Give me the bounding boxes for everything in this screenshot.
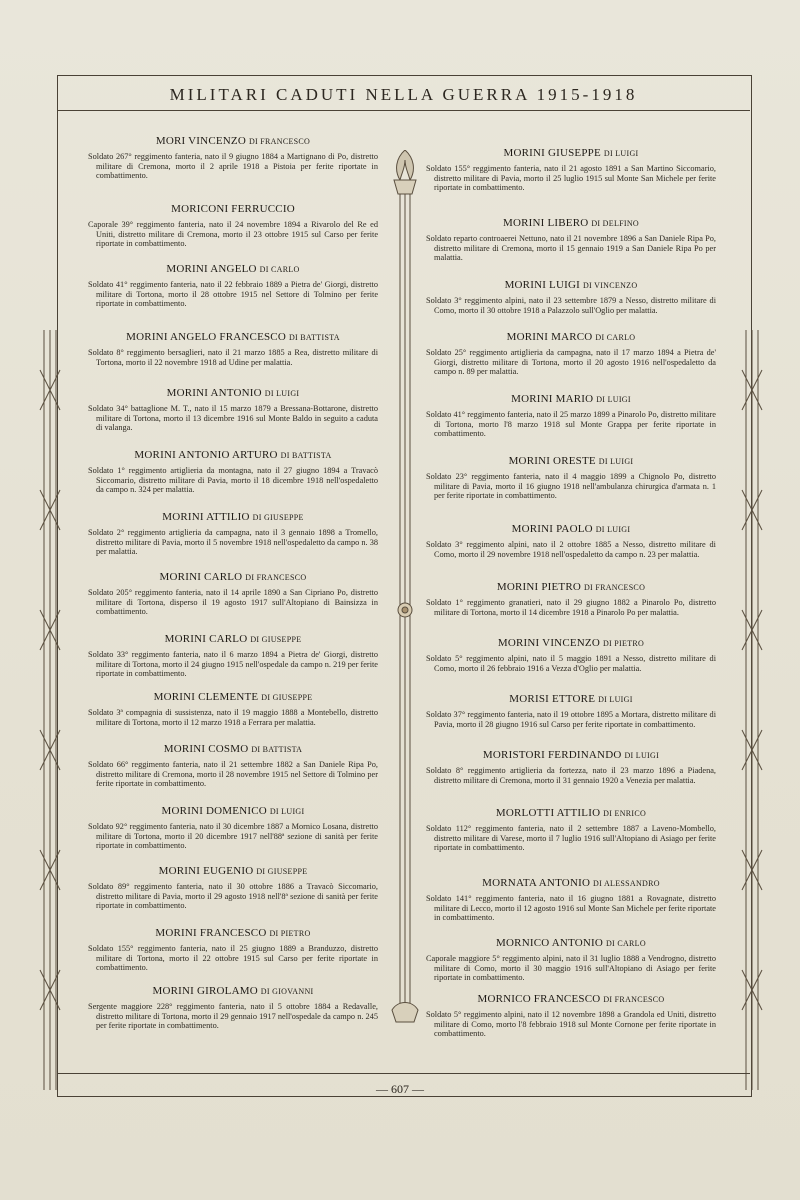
casualty-father: DI VINCENZO [582, 281, 638, 290]
casualty-description: Soldato 41° reggimento fanteria, nato il 25 marzo 1899 a Pinarolo Po, distretto militare di Tortona, morto l'8 marzo 1918 sul Monte Grappa per ferite riportate in combattimento. [426, 410, 716, 439]
casualty-father: DI GIOVANNI [260, 987, 314, 996]
casualty-name [426, 637, 716, 649]
casualty-name [426, 279, 716, 291]
casualty-name [88, 263, 378, 275]
casualty-father: DI CARLO [595, 333, 636, 342]
casualty-surname-name: MORISTORI FERDINANDO [482, 749, 622, 761]
casualty-surname-name: MORINI GIUSEPPE [503, 147, 601, 159]
casualty-name [426, 147, 716, 159]
casualty-description: Caporale 39° reggimento fanteria, nato il 24 novembre 1894 a Rivarolo del Re ed Uniti, distretto militare di Cremona, morto il 23 ottobre 1915 sul Carso per ferite riportate in combattimento. [88, 220, 378, 249]
casualty-entry [426, 993, 716, 1039]
right-fasces-ornament [738, 330, 766, 1090]
casualty-name [426, 455, 716, 467]
casualty-name [426, 937, 716, 949]
casualty-description: Soldato 37° reggimento fanteria, nato il 19 ottobre 1895 a Mortara, distretto militare di Pavia, morto il 28 giugno 1916 sul Carso per ferite riportate in combattimento. [426, 710, 716, 729]
casualty-father: DI LUIGI [624, 751, 660, 760]
casualty-father: DI FRANCESCO [583, 583, 646, 592]
header-bar [57, 75, 750, 111]
casualty-entry [88, 743, 378, 789]
casualty-father: DI LUIGI [269, 807, 305, 816]
casualty-father: DI BATTISTA [251, 745, 303, 754]
casualty-surname-name: MORINI ANTONIO [166, 387, 262, 399]
casualty-name [88, 865, 378, 877]
casualty-surname-name: MORINI GIROLAMO [152, 985, 258, 997]
torch-column-ornament [388, 150, 422, 1030]
casualty-entry [426, 331, 716, 377]
casualty-father: DI CARLO [605, 939, 646, 948]
casualty-father: DI LUIGI [596, 395, 631, 404]
casualty-name [88, 511, 378, 523]
casualty-surname-name: MORINI ANGELO [166, 263, 257, 275]
casualty-entry [88, 805, 378, 851]
casualty-entry [88, 331, 378, 367]
casualty-entry [426, 807, 716, 853]
casualty-entry [88, 865, 378, 911]
casualty-description: Soldato 34° battaglione M. T., nato il 15 marzo 1879 a Bressana-Bottarone, distretto militare di Tortona, morto il 13 dicembre 1916 sul Monte Baldo in seguito a caduta di valanga. [88, 404, 378, 433]
casualty-surname-name: MORNICO ANTONIO [496, 937, 604, 949]
casualty-description: Soldato 2° reggimento artiglieria da campagna, nato il 3 gennaio 1898 a Tromello, distretto militare di Pavia, morto il 5 novembre 1918 nell'ospedaletto da campo n. 38 per malattia. [88, 528, 378, 557]
casualty-description: Soldato 3ª compagnia di sussistenza, nato il 19 maggio 1888 a Montebello, distretto militare di Tortona, morto il 12 marzo 1918 a Ferrara per malattia. [88, 708, 378, 727]
casualty-name [88, 203, 378, 215]
casualty-surname-name: MORINI LIBERO [502, 217, 589, 229]
casualty-description: Soldato 1° reggimento artiglieria da montagna, nato il 27 giugno 1894 a Travacò Siccomario, distretto militare di Pavia, morto il 18 dicembre 1918 nell'ospedaletto da campo n. 324 per malattia. [88, 466, 378, 495]
casualty-name [88, 571, 378, 583]
casualty-description: Soldato 5° reggimento alpini, nato il 12 novembre 1898 a Grandola ed Uniti, distretto militare di Como, morto l'8 febbraio 1918 sul Monte Cornone per ferite riportate in combattimento. [426, 1010, 716, 1039]
casualty-name [88, 135, 378, 147]
casualty-surname-name: MORINI DOMENICO [161, 805, 267, 817]
casualty-father: DI LUIGI [603, 149, 639, 158]
casualty-surname-name: MORINI LUIGI [504, 279, 580, 291]
casualty-father: DI FRANCESCO [603, 995, 665, 1004]
casualty-father: DI PIETRO [602, 639, 645, 648]
casualty-surname-name: MORINI PAOLO [511, 523, 593, 535]
casualty-name [88, 743, 378, 755]
casualty-name [88, 387, 378, 399]
casualty-entry [426, 749, 716, 785]
casualty-father: DI FRANCESCO [245, 573, 307, 582]
casualty-name [88, 927, 378, 939]
casualty-entry [426, 455, 716, 501]
casualty-father: DI PIETRO [269, 929, 311, 938]
casualty-surname-name: MORINI PIETRO [496, 581, 582, 593]
casualty-surname-name: MORINI ANTONIO ARTURO [134, 449, 278, 461]
casualty-entry [426, 581, 716, 617]
casualty-entry [426, 279, 716, 315]
casualty-description: Soldato 155° reggimento fanteria, nato il 21 agosto 1891 a San Martino Siccomario, distretto militare di Pavia, morto il 25 luglio 1915 sul Monte San Michele per ferite riportate in combattimento. [426, 164, 716, 193]
casualty-description: Soldato 8° reggimento artiglieria da fortezza, nato il 23 marzo 1896 a Piadena, distretto militare di Cremona, morto il 31 gennaio 1920 a Venezia per malattia. [426, 766, 716, 785]
casualty-description: Soldato 23° reggimento fanteria, nato il 4 maggio 1899 a Chignolo Po, distretto militare di Pavia, morto il 16 giugno 1918 nell'ambulanza chirurgica d'armata n. 1 per ferite riportate in combattimento. [426, 472, 716, 501]
casualty-description: Soldato 5° reggimento alpini, nato il 5 maggio 1891 a Nesso, distretto militare di Como, morto il 26 febbraio 1916 a Vezza d'Oglio per malattia. [426, 654, 716, 673]
casualty-surname-name: MORINI CARLO [164, 633, 248, 645]
casualty-name [426, 807, 716, 819]
casualty-description: Soldato 89° reggimento fanteria, nato il 30 ottobre 1886 a Travacò Siccomario, distretto militare di Pavia, morto il 29 agosto 1918 nell'8ª sezione di sanità per ferite riportate in combattimento. [88, 882, 378, 911]
casualty-father: DI ALESSANDRO [593, 879, 660, 888]
casualty-surname-name: MORNATA ANTONIO [482, 877, 591, 889]
casualty-surname-name: MORNICO FRANCESCO [477, 993, 601, 1005]
casualty-surname-name: MORINI VINCENZO [497, 637, 600, 649]
casualty-name [426, 693, 716, 705]
footer-rule [57, 1073, 750, 1074]
casualty-entry [88, 691, 378, 727]
casualty-entry [88, 203, 378, 249]
casualty-name [426, 877, 716, 889]
casualty-name [426, 749, 716, 761]
casualty-description: Soldato 41° reggimento fanteria, nato il 22 febbraio 1889 a Pietra de' Giorgi, distretto militare di Tortona, morto il 28 ottobre 1915 nel Settore di Tolmino per ferite riportate in combattimento. [88, 280, 378, 309]
casualty-description: Soldato reparto controaerei Nettuno, nato il 21 novembre 1896 a San Daniele Ripa Po, distretto militare di Cremona, morto il 15 gennaio 1919 a San Daniele Ripa Po per malattia. [426, 234, 716, 263]
casualty-description: Soldato 3° reggimento alpini, nato il 23 settembre 1879 a Nesso, distretto militare di Como, morto il 30 ottobre 1918 a Palazzolo sull'Oglio per malattia. [426, 296, 716, 315]
casualty-surname-name: MORINI EUGENIO [158, 865, 254, 877]
left-fasces-ornament [36, 330, 64, 1090]
casualty-father: DI FRANCESCO [248, 137, 311, 146]
casualty-surname-name: MORINI CARLO [159, 571, 243, 583]
casualty-description: Soldato 92° reggimento fanteria, nato il 30 dicembre 1887 a Mornico Losana, distretto militare di Tortona, morto il 20 dicembre 1917 nell'88ª sezione di sanità per ferite riportate in combattimento. [88, 822, 378, 851]
casualty-surname-name: MORINI COSMO [163, 743, 249, 755]
casualty-father: DI GIUSEPPE [252, 513, 304, 522]
casualty-entry [426, 637, 716, 673]
casualty-entry [88, 449, 378, 495]
casualty-father: DI GIUSEPPE [261, 693, 313, 702]
casualty-name [426, 993, 716, 1005]
casualty-description: Soldato 3° reggimento alpini, nato il 2 ottobre 1885 a Nesso, distretto militare di Como, morto il 29 novembre 1918 nell'ospedaletto da campo n. 23 per malattia. [426, 540, 716, 559]
casualty-description: Soldato 112° reggimento fanteria, nato il 2 settembre 1887 a Laveno-Mombello, distretto militare di Varese, morto il 7 luglio 1916 sull'Altopiano di Asiago per ferite riportate in combattimento. [426, 824, 716, 853]
casualty-surname-name: MORINI FRANCESCO [155, 927, 267, 939]
casualty-name [88, 449, 378, 461]
casualty-surname-name: MORINI ANGELO FRANCESCO [126, 331, 286, 343]
casualty-entry [88, 927, 378, 973]
casualty-father: DI ENRICO [603, 809, 647, 818]
casualty-entry [426, 937, 716, 983]
casualty-father: DI DELFINO [591, 219, 640, 228]
casualty-surname-name: MORINI CLEMENTE [153, 691, 259, 703]
casualty-name [88, 633, 378, 645]
casualty-entry [426, 147, 716, 193]
casualty-description: Soldato 66° reggimento fanteria, nato il 21 settembre 1882 a San Daniele Ripa Po, distretto militare di Cremona, morto il 28 novembre 1915 nel Settore di Tolmino per ferite riportate in combattimento. [88, 760, 378, 789]
casualty-name [88, 331, 378, 343]
casualty-surname-name: MORLOTTI ATTILIO [495, 807, 601, 819]
page-title: MILITARI CADUTI NELLA GUERRA 1915-1918 [169, 85, 638, 104]
casualty-father: DI GIUSEPPE [250, 635, 302, 644]
casualty-father: DI LUIGI [264, 389, 300, 398]
casualty-name [426, 581, 716, 593]
casualty-surname-name: MORICONI FERRUCCIO [171, 203, 295, 215]
casualty-entry [88, 985, 378, 1031]
casualty-father: DI BATTISTA [288, 333, 340, 342]
casualty-entry [88, 511, 378, 557]
casualty-surname-name: MORINI ATTILIO [162, 511, 250, 523]
casualty-name [426, 331, 716, 343]
casualty-father: DI BATTISTA [280, 451, 332, 460]
casualty-entry [88, 263, 378, 309]
casualty-father: DI LUIGI [598, 457, 634, 466]
casualty-name [88, 691, 378, 703]
casualty-description: Sergente maggiore 228° reggimento fanteria, nato il 5 ottobre 1884 a Redavalle, distretto militare di Tortona, morto il 29 gennaio 1917 nell'ospedale da campo n. 245 per ferite riportate in combattimento. [88, 1002, 378, 1031]
casualty-description: Soldato 8° reggimento bersaglieri, nato il 21 marzo 1885 a Rea, distretto militare di Tortona, morto il 22 novembre 1918 ad Udine per malattia. [88, 348, 378, 367]
casualty-surname-name: MORISI ETTORE [509, 693, 596, 705]
casualty-father: DI LUIGI [595, 525, 631, 534]
casualty-name [426, 217, 716, 229]
casualty-father: DI LUIGI [598, 695, 633, 704]
casualty-entry [88, 135, 378, 181]
casualty-surname-name: MORINI ORESTE [508, 455, 596, 467]
casualty-entry [88, 633, 378, 679]
casualty-surname-name: MORI VINCENZO [155, 135, 246, 147]
casualty-description: Soldato 33° reggimento fanteria, nato il 6 marzo 1894 a Pietra de' Giorgi, distretto militare di Tortona, morto il 24 giugno 1915 nell'ospedale da campo n. 219 per ferite riportate in combattimento. [88, 650, 378, 679]
casualty-description: Soldato 141° reggimento fanteria, nato il 16 giugno 1881 a Rovagnate, distretto militare di Lecco, morto il 12 agosto 1916 sul Monte San Michele per ferite riportate in combattimento. [426, 894, 716, 923]
casualty-entry [88, 387, 378, 433]
casualty-entry [426, 393, 716, 439]
casualty-name [88, 805, 378, 817]
casualty-description: Soldato 205° reggimento fanteria, nato il 14 aprile 1890 a San Cipriano Po, distretto militare di Tortona, disperso il 19 agosto 1917 sull'Altopiano di Bainsizza in combattimento. [88, 588, 378, 617]
casualty-description: Soldato 155° reggimento fanteria, nato il 25 giugno 1889 a Branduzzo, distretto militare di Tortona, morto il 22 ottobre 1915 sul Carso per ferite riportate in combattimento. [88, 944, 378, 973]
casualty-entry [426, 217, 716, 263]
casualty-father: DI CARLO [259, 265, 300, 274]
casualty-father: DI GIUSEPPE [256, 867, 308, 876]
casualty-description: Caporale maggiore 5° reggimento alpini, nato il 31 luglio 1888 a Vendrogno, distretto militare di Como, morto il 30 maggio 1916 sull'Altopiano di Asiago per ferite riportate in combattimento. [426, 954, 716, 983]
page-number: — 607 — [376, 1082, 424, 1096]
casualty-entry [88, 571, 378, 617]
casualty-surname-name: MORINI MARIO [511, 393, 594, 405]
casualty-description: Soldato 25° reggimento artiglieria da campagna, nato il 17 marzo 1894 a Pietra de' Giorgi, distretto militare di Tortona, morto il 20 agosto 1916 nell'ospedaletto da campo n. 89 per malattia. [426, 348, 716, 377]
casualty-surname-name: MORINI MARCO [506, 331, 593, 343]
casualty-name [426, 523, 716, 535]
casualty-entry [426, 693, 716, 729]
casualty-entry [426, 877, 716, 923]
casualty-name [88, 985, 378, 997]
casualty-description: Soldato 267° reggimento fanteria, nato il 9 giugno 1884 a Martignano di Po, distretto militare di Cremona, morto il 2 aprile 1918 a Pistoia per ferite riportate in combattimento. [88, 152, 378, 181]
casualty-name [426, 393, 716, 405]
casualty-entry [426, 523, 716, 559]
casualty-description: Soldato 1° reggimento granatieri, nato il 29 giugno 1882 a Pinarolo Po, distretto militare di Tortona, morto il 14 dicembre 1918 a Pinarolo Po per malattia. [426, 598, 716, 617]
